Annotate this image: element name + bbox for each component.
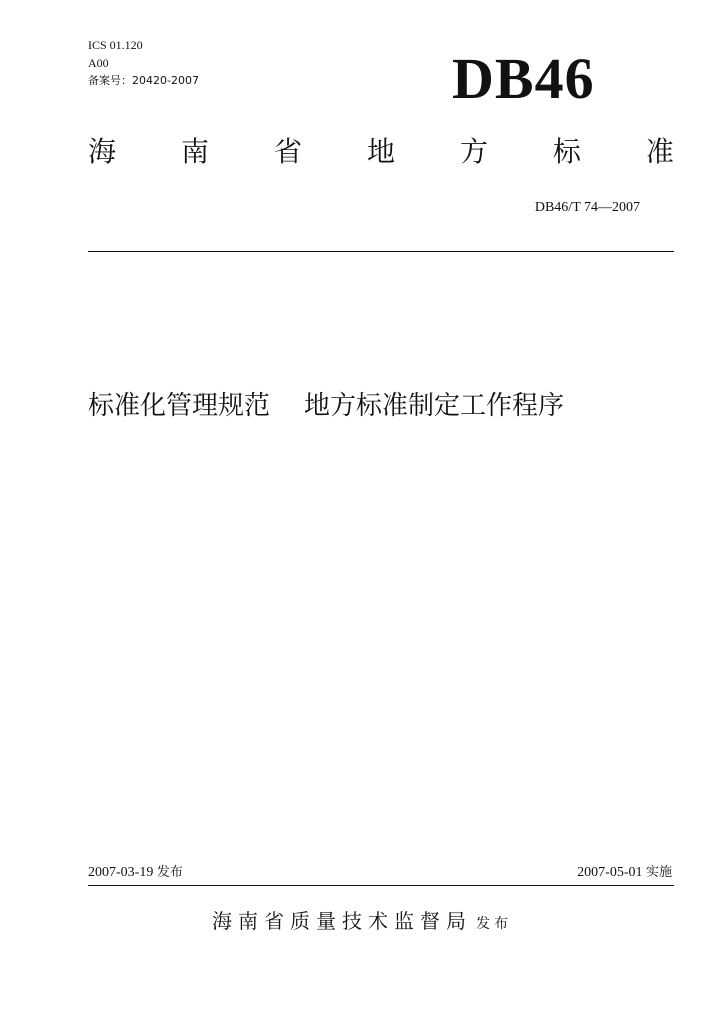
implement-date: 2007-05-01 [577,865,643,880]
publish-date: 2007-03-19 [88,865,154,880]
standard-number: DB46/T 74—2007 [534,200,640,215]
document-title [88,386,674,426]
issuer-name: 海南省质量技术监督局 [212,909,472,933]
standard-type-char: 省 [273,135,302,168]
standard-type-char: 地 [366,135,395,168]
standard-type-char: 准 [645,135,674,168]
standard-type-char: 南 [180,135,209,168]
standard-type-char: 方 [459,135,488,168]
bottom-divider [88,885,674,886]
title-part-2: 地方标准制定工作程序 [304,391,565,421]
standard-type-char: 标 [552,135,581,168]
publish-label: 发布 [156,865,183,880]
implement-label: 实施 [645,865,672,880]
publish-date-line [88,864,183,882]
db46-logo: DB46 [452,46,595,111]
record-number: 备案号：20420-2007 [88,74,199,87]
ics-code: ICS 01.120 [88,38,143,52]
standard-type-heading [88,132,674,172]
issuer-line [0,906,724,939]
issuer-suffix: 发布 [476,916,512,932]
classification-code: A00 [88,56,109,70]
standard-type-char: 海 [88,135,117,168]
title-part-1: 标准化管理规范 [88,391,271,421]
implement-date-line [577,864,672,882]
top-divider [88,251,674,252]
